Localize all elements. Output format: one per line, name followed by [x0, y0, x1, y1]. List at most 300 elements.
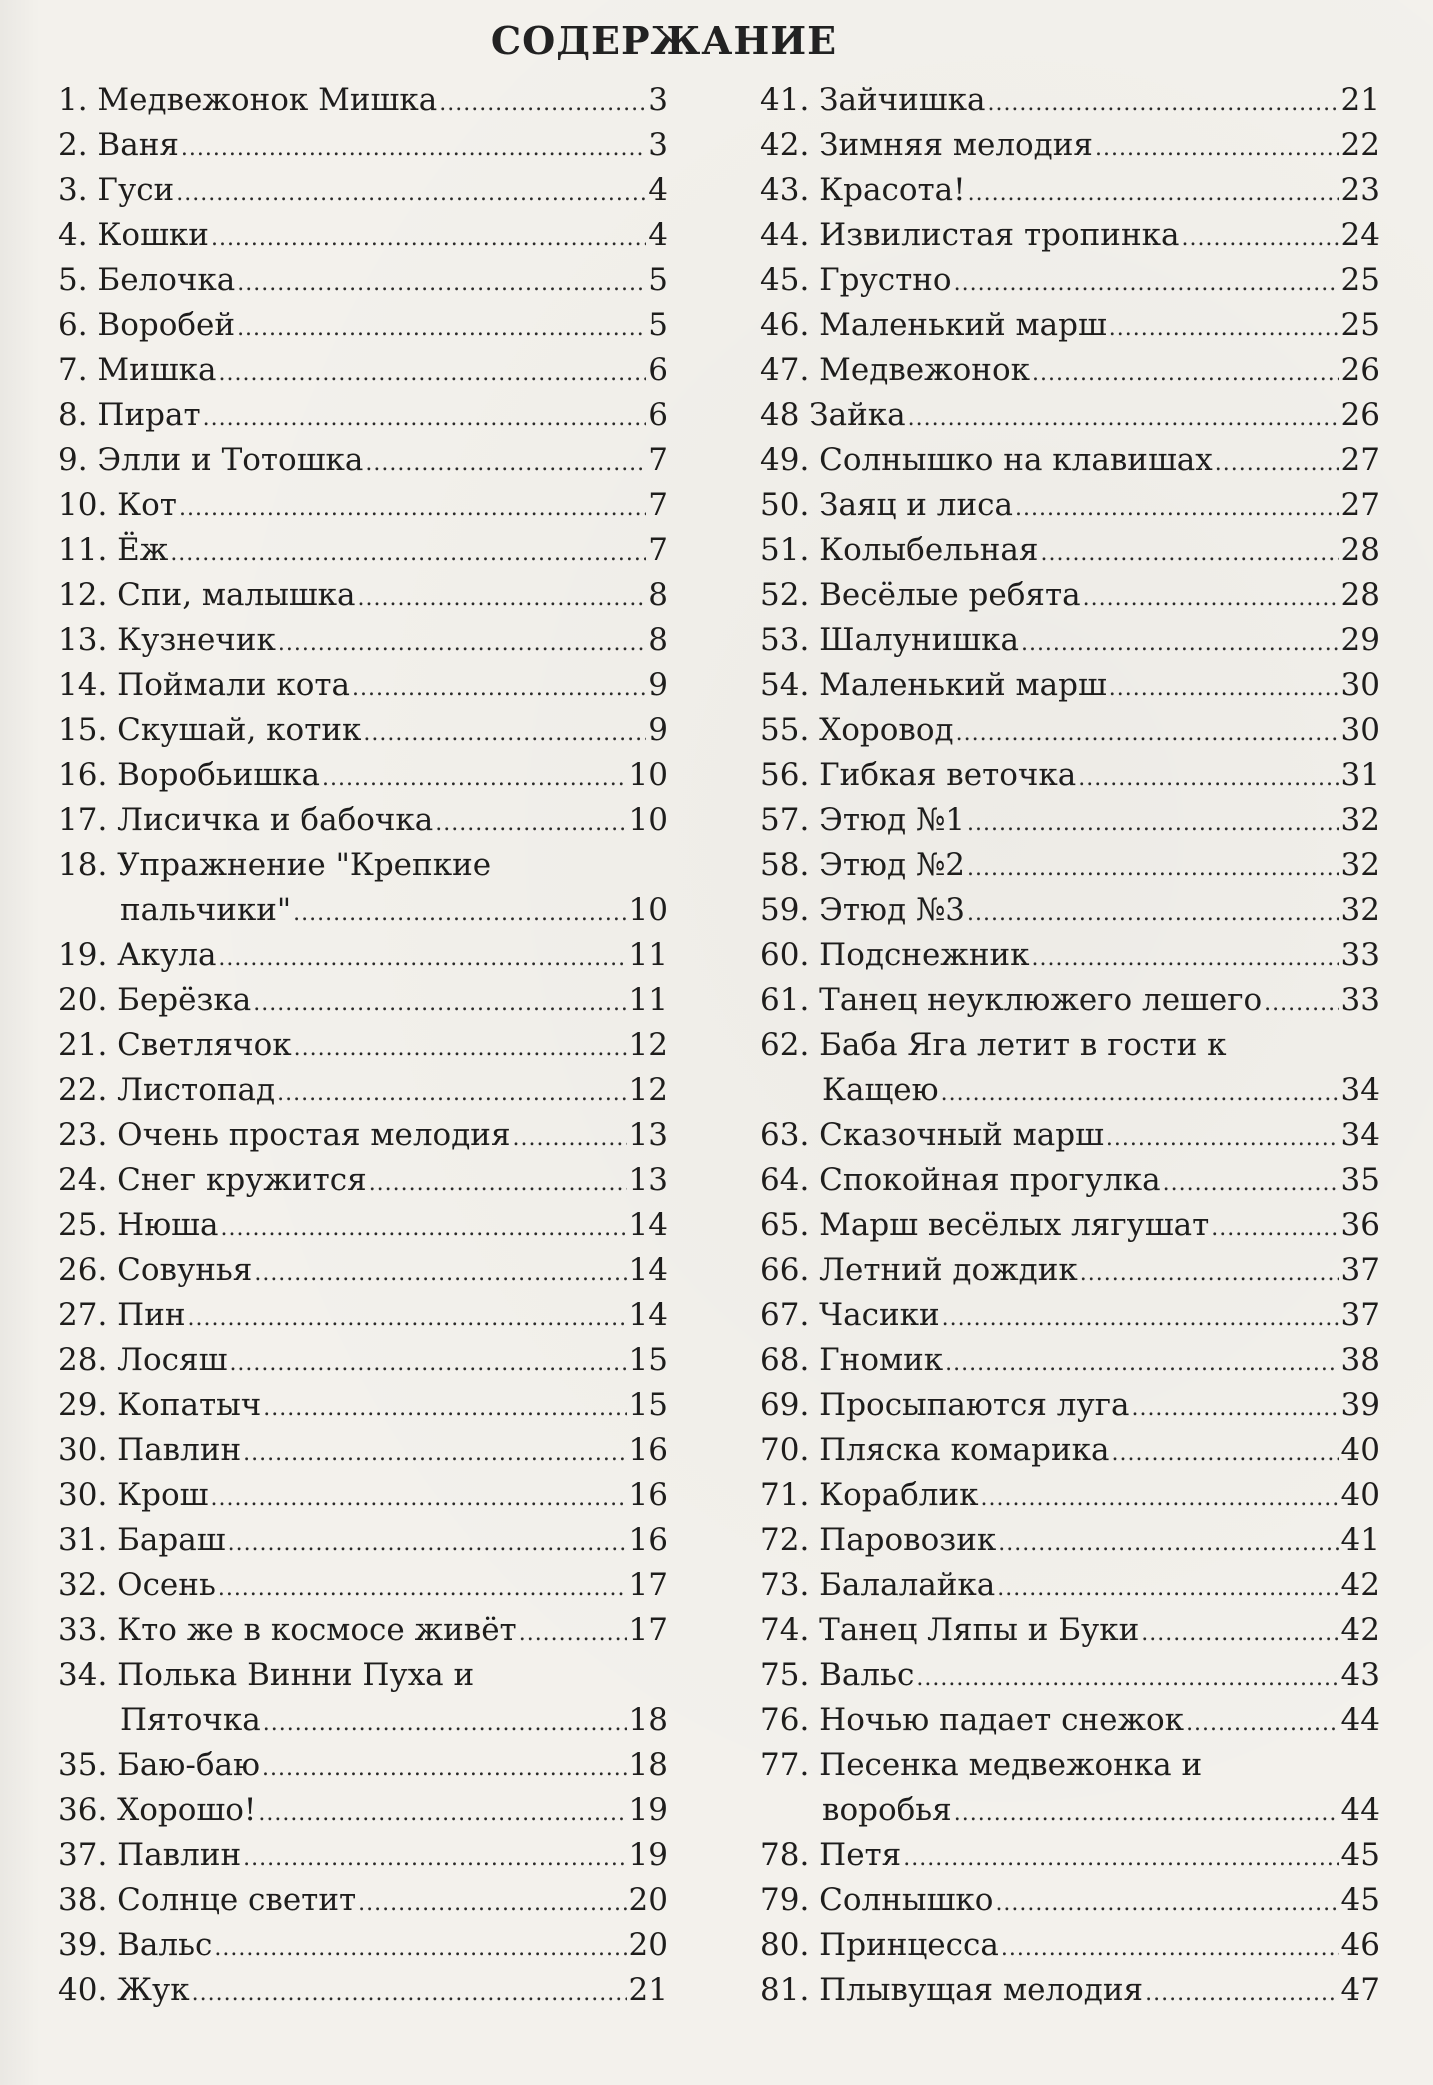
toc-entry-title: 67. Часики — [760, 1297, 940, 1333]
toc-entry-page: 17 — [628, 1612, 668, 1648]
dot-leader — [967, 801, 1339, 846]
toc-entry — [58, 798, 668, 843]
toc-entry-page: 32 — [1340, 892, 1380, 928]
toc-entry — [760, 978, 1380, 1023]
dot-leader — [237, 306, 646, 351]
toc-entry — [760, 663, 1380, 708]
toc-entry-page: 13 — [628, 1117, 668, 1153]
toc-entry-page: 25 — [1340, 307, 1380, 343]
toc-entry-title: 53. Шалунишка — [760, 622, 1019, 658]
toc-entry-page: 18 — [628, 1747, 668, 1783]
toc-entry — [58, 1563, 668, 1608]
toc-entry — [58, 438, 668, 483]
dot-leader — [997, 1566, 1338, 1611]
toc-entry-title: 55. Хоровод — [760, 712, 954, 748]
toc-entry-title: 75. Вальс — [760, 1657, 915, 1693]
toc-entry — [58, 1653, 668, 1743]
dot-leader — [954, 1791, 1339, 1836]
toc-entry-page: 6 — [648, 352, 668, 388]
dot-leader — [277, 1071, 626, 1116]
page-title: СОДЕРЖАНИЕ — [490, 18, 838, 63]
toc-entry — [760, 1743, 1380, 1833]
dot-leader — [1001, 1926, 1339, 1971]
toc-entry — [58, 1518, 668, 1563]
toc-entry — [760, 258, 1380, 303]
toc-entry-title: 70. Пляска комарика — [760, 1432, 1110, 1468]
dot-leader — [219, 351, 647, 396]
dot-leader — [1141, 1611, 1338, 1656]
toc-entry-title: 59. Этюд №3 — [760, 892, 966, 928]
dot-leader — [1131, 1386, 1338, 1431]
toc-entry-page: 10 — [628, 757, 668, 793]
dot-leader — [228, 1521, 627, 1566]
dot-leader — [1145, 1971, 1338, 2016]
toc-entry — [760, 933, 1380, 978]
toc-entry-page: 15 — [628, 1342, 668, 1378]
toc-entry-page: 44 — [1340, 1702, 1380, 1738]
toc-entry — [58, 1473, 668, 1518]
toc-entry-page: 4 — [648, 217, 668, 253]
toc-entry-title: 33. Кто же в космосе живёт — [58, 1612, 517, 1648]
dot-leader — [181, 126, 646, 171]
toc-entry-title: 76. Ночью падает снежок — [760, 1702, 1185, 1738]
dot-leader — [188, 1296, 627, 1341]
toc-entry — [58, 1113, 668, 1158]
dot-leader — [1032, 351, 1339, 396]
toc-entry — [58, 1023, 668, 1068]
toc-entry-title: 13. Кузнечик — [58, 622, 276, 658]
toc-entry-page: 41 — [1340, 1522, 1380, 1558]
dot-leader — [981, 1476, 1339, 1521]
toc-entry-page: 16 — [628, 1522, 668, 1558]
toc-entry-title: 15. Скушай, котик — [58, 712, 362, 748]
toc-entry-page: 16 — [628, 1477, 668, 1513]
dot-leader — [954, 261, 1339, 306]
toc-entry-page: 34 — [1340, 1072, 1380, 1108]
toc-entry — [58, 1788, 668, 1833]
dot-leader — [211, 216, 646, 261]
toc-entry — [760, 1158, 1380, 1203]
toc-entry-title: 38. Солнце светит — [58, 1882, 357, 1918]
dot-leader — [262, 1746, 627, 1791]
toc-entry-page: 17 — [628, 1567, 668, 1603]
toc-entry-page: 12 — [628, 1027, 668, 1063]
toc-entry-title: 16. Воробьишка — [58, 757, 320, 793]
dot-leader — [365, 441, 646, 486]
toc-entry — [760, 1338, 1380, 1383]
toc-entry-page: 3 — [648, 82, 668, 118]
dot-leader — [218, 936, 626, 981]
toc-entry-title: 61. Танец неуклюжего лешего — [760, 982, 1263, 1018]
toc-entry — [760, 1113, 1380, 1158]
toc-entry-title: 63. Сказочный марш — [760, 1117, 1104, 1153]
toc-entry-title: 17. Лисичка и бабочка — [58, 802, 434, 838]
toc-entry-page: 30 — [1340, 667, 1380, 703]
toc-entry-title: 35. Баю-баю — [58, 1747, 261, 1783]
toc-entry-title: 79. Солнышко — [760, 1882, 994, 1918]
dot-leader — [967, 891, 1339, 936]
toc-entry-title: 30. Павлин — [58, 1432, 242, 1468]
toc-entry-title: 21. Светлячок — [58, 1027, 292, 1063]
toc-entry-title: 73. Балалайка — [760, 1567, 996, 1603]
toc-entry-title: 56. Гибкая веточка — [760, 757, 1077, 793]
dot-leader — [243, 1836, 626, 1881]
toc-entry-page: 23 — [1340, 172, 1380, 208]
toc-entry — [760, 483, 1380, 528]
dot-leader — [903, 1836, 1338, 1881]
toc-entry-title: 81. Плывущая мелодия — [760, 1972, 1144, 2008]
toc-entry-title: 23. Очень простая мелодия — [58, 1117, 511, 1153]
toc-entry-title: 12. Спи, малышка — [58, 577, 356, 613]
toc-entry — [58, 393, 668, 438]
toc-entry-continuation — [760, 1068, 1380, 1113]
toc-entry-page: 42 — [1340, 1567, 1380, 1603]
toc-entry-page: 26 — [1340, 397, 1380, 433]
toc-entry — [58, 618, 668, 663]
toc-entry-title: 25. Нюша — [58, 1207, 219, 1243]
toc-entry — [760, 303, 1380, 348]
toc-entry-title: 7. Мишка — [58, 352, 217, 388]
toc-entry-page: 19 — [628, 1837, 668, 1873]
toc-entry — [58, 933, 668, 978]
dot-leader — [170, 531, 646, 576]
dot-leader — [439, 81, 646, 126]
toc-entry-title: 72. Паровозик — [760, 1522, 997, 1558]
toc-entry-title: 36. Хорошо! — [58, 1792, 257, 1828]
toc-entry-page: 43 — [1340, 1657, 1380, 1693]
toc-entry-page: 4 — [648, 172, 668, 208]
toc-entry-page: 3 — [648, 127, 668, 163]
dot-leader — [278, 621, 646, 666]
dot-leader — [945, 1341, 1338, 1386]
toc-entry-page: 9 — [648, 712, 668, 748]
toc-entry-title: 80. Принцесса — [760, 1927, 999, 1963]
toc-entry-title: 44. Извилистая тропинка — [760, 217, 1180, 253]
toc-entry-page: 20 — [628, 1927, 668, 1963]
dot-leader — [967, 846, 1339, 891]
toc-entry — [760, 708, 1380, 753]
toc-entry-title: 11. Ёж — [58, 532, 169, 568]
toc-entry — [760, 213, 1380, 258]
toc-entry-title: 45. Грустно — [760, 262, 952, 298]
dot-leader — [176, 171, 646, 216]
toc-entry-page: 33 — [1340, 937, 1380, 973]
toc-entry-title: 62. Баба Яга летит в гости к — [760, 1027, 1227, 1063]
dot-leader — [220, 1206, 626, 1251]
toc-entry-title: 77. Песенка медвежонка и — [760, 1747, 1203, 1783]
toc-entry-title: 64. Спокойная прогулка — [760, 1162, 1161, 1198]
toc-entry-title: 40. Жук — [58, 1972, 190, 2008]
toc-entry-title: 26. Совунья — [58, 1252, 253, 1288]
toc-entry — [58, 753, 668, 798]
toc-entry-title: 27. Пин — [58, 1297, 186, 1333]
dot-leader — [218, 1566, 627, 1611]
toc-entry-title-continuation: Пяточка — [120, 1702, 261, 1738]
toc-entry-title: 2. Ваня — [58, 127, 179, 163]
toc-entry-page: 44 — [1340, 1792, 1380, 1828]
toc-entry-page: 37 — [1340, 1297, 1380, 1333]
toc-entry-title: 50. Заяц и лиса — [760, 487, 1014, 523]
toc-entry — [58, 348, 668, 393]
toc-entry — [760, 1023, 1380, 1113]
toc-entry-page: 27 — [1340, 442, 1380, 478]
toc-entry-page: 21 — [1340, 82, 1380, 118]
dot-leader — [435, 801, 626, 846]
toc-entry — [58, 708, 668, 753]
dot-leader — [998, 1521, 1338, 1566]
toc-entry — [58, 78, 668, 123]
dot-leader — [1186, 1701, 1338, 1746]
toc-entry-title: 14. Поймали кота — [58, 667, 350, 703]
toc-entry-title: 28. Лосяш — [58, 1342, 228, 1378]
dot-leader — [995, 1881, 1338, 1926]
toc-entry-title: 29. Копатыч — [58, 1387, 262, 1423]
toc-entry-title: 19. Акула — [58, 937, 217, 973]
toc-entry — [760, 1293, 1380, 1338]
toc-entry — [58, 1608, 668, 1653]
dot-leader — [513, 1116, 627, 1161]
toc-entry-title: 9. Элли и Тотошка — [58, 442, 364, 478]
toc-entry-page: 5 — [648, 307, 668, 343]
toc-entry — [760, 1203, 1380, 1248]
toc-entry-title: 39. Вальс — [58, 1927, 213, 1963]
toc-entry-title: 66. Летний дождик — [760, 1252, 1078, 1288]
toc-entry — [58, 1158, 668, 1203]
toc-entry — [760, 78, 1380, 123]
toc-entry-page: 45 — [1340, 1882, 1380, 1918]
toc-entry — [58, 843, 668, 933]
toc-entry-page: 32 — [1340, 847, 1380, 883]
toc-entry-title: 57. Этюд №1 — [760, 802, 966, 838]
dot-leader — [258, 1791, 626, 1836]
toc-entry-page: 9 — [648, 667, 668, 703]
toc-entry — [58, 1833, 668, 1878]
dot-leader — [179, 486, 646, 531]
toc-entry-page: 30 — [1340, 712, 1380, 748]
toc-entry-page: 22 — [1340, 127, 1380, 163]
toc-entry-page: 42 — [1340, 1612, 1380, 1648]
toc-entry-page: 8 — [648, 622, 668, 658]
toc-entry-continuation — [58, 888, 668, 933]
toc-entry — [58, 258, 668, 303]
toc-entry — [760, 843, 1380, 888]
dot-leader — [214, 1926, 626, 1971]
toc-entry-page: 45 — [1340, 1837, 1380, 1873]
dot-leader — [363, 711, 646, 756]
toc-entry-page: 34 — [1340, 1117, 1380, 1153]
toc-entry-title: 30. Крош — [58, 1477, 209, 1513]
toc-entry-page: 19 — [628, 1792, 668, 1828]
dot-leader — [1106, 1116, 1339, 1161]
toc-entry — [760, 1878, 1380, 1923]
toc-entry-title: 49. Солнышко на клавишах — [760, 442, 1213, 478]
toc-left-column — [58, 78, 668, 2013]
toc-entry — [58, 1203, 668, 1248]
toc-entry — [760, 1428, 1380, 1473]
toc-entry-page: 14 — [628, 1297, 668, 1333]
toc-entry — [58, 483, 668, 528]
dot-leader — [237, 261, 646, 306]
toc-entry — [58, 1923, 668, 1968]
dot-leader — [1181, 216, 1338, 261]
toc-entry — [760, 438, 1380, 483]
toc-entry — [760, 1518, 1380, 1563]
toc-entry-page: 24 — [1340, 217, 1380, 253]
toc-entry — [760, 1698, 1380, 1743]
dot-leader — [192, 1971, 627, 2016]
toc-entry — [760, 1248, 1380, 1293]
toc-entry — [58, 528, 668, 573]
dot-leader — [1163, 1161, 1339, 1206]
toc-entry — [760, 798, 1380, 843]
toc-entry — [760, 1968, 1380, 2013]
dot-leader — [263, 1386, 626, 1431]
dot-leader — [1083, 576, 1339, 621]
dot-leader — [1215, 441, 1339, 486]
toc-entry-page: 18 — [628, 1702, 668, 1738]
toc-entry-title: 46. Маленький марш — [760, 307, 1107, 343]
toc-entry-page: 25 — [1340, 262, 1380, 298]
toc-entry-page: 7 — [648, 487, 668, 523]
toc-entry-page: 11 — [628, 982, 668, 1018]
toc-entry-title: 48 Зайка — [760, 397, 906, 433]
toc-entry — [760, 1923, 1380, 1968]
toc-entry-title: 20. Берёзка — [58, 982, 252, 1018]
dot-leader — [987, 81, 1338, 126]
toc-entry-page: 5 — [648, 262, 668, 298]
toc-entry — [760, 1833, 1380, 1878]
dot-leader — [322, 756, 627, 801]
toc-entry-title: 31. Бараш — [58, 1522, 226, 1558]
toc-entry-title: 69. Просыпаются луга — [760, 1387, 1130, 1423]
toc-entry — [58, 1743, 668, 1788]
dot-leader — [294, 1026, 627, 1071]
toc-right-column — [760, 78, 1380, 2013]
dot-leader — [1040, 531, 1338, 576]
dot-leader — [1078, 756, 1338, 801]
toc-entry-page: 36 — [1340, 1207, 1380, 1243]
toc-entry-title: 51. Колыбельная — [760, 532, 1039, 568]
toc-entry-title: 10. Кот — [58, 487, 177, 523]
toc-entry — [760, 168, 1380, 213]
dot-leader — [1015, 486, 1339, 531]
toc-entry — [760, 618, 1380, 663]
dot-leader — [1021, 621, 1339, 666]
toc-entry-title: 1. Медвежонок Мишка — [58, 82, 438, 118]
dot-leader — [293, 891, 626, 936]
toc-entry — [58, 303, 668, 348]
toc-entry-title: 22. Листопад — [58, 1072, 276, 1108]
dot-leader — [942, 1296, 1339, 1341]
dot-leader — [1095, 126, 1339, 171]
toc-entry-page: 37 — [1340, 1252, 1380, 1288]
dot-leader — [916, 1656, 1338, 1701]
toc-entry — [58, 1968, 668, 2013]
dot-leader — [210, 1476, 626, 1521]
toc-entry-page: 7 — [648, 442, 668, 478]
toc-entry-title: 3. Гуси — [58, 172, 175, 208]
dot-leader — [908, 396, 1339, 441]
dot-leader — [358, 576, 647, 621]
dot-leader — [254, 1251, 626, 1296]
toc-entry-page: 47 — [1340, 1972, 1380, 2008]
toc-entry — [760, 123, 1380, 168]
toc-entry-page: 12 — [628, 1072, 668, 1108]
toc-entry — [58, 978, 668, 1023]
toc-entry-page: 28 — [1340, 577, 1380, 613]
toc-entry — [58, 213, 668, 258]
toc-entry-page: 10 — [628, 802, 668, 838]
dot-leader — [1080, 1251, 1339, 1296]
toc-entry-title-continuation: пальчики" — [120, 892, 292, 928]
toc-entry-page: 6 — [648, 397, 668, 433]
toc-entry-title: 32. Осень — [58, 1567, 216, 1603]
toc-entry-continuation — [760, 1788, 1380, 1833]
toc-entry-page: 26 — [1340, 352, 1380, 388]
toc-entry-title: 78. Петя — [760, 1837, 902, 1873]
toc-entry-page: 13 — [628, 1162, 668, 1198]
toc-entry-title: 47. Медвежонок — [760, 352, 1031, 388]
dot-leader — [358, 1881, 626, 1926]
dot-leader — [243, 1431, 626, 1476]
toc-entry-page: 15 — [628, 1387, 668, 1423]
toc-entry-title: 58. Этюд №2 — [760, 847, 966, 883]
toc-entry — [760, 528, 1380, 573]
toc-entry-page: 40 — [1340, 1477, 1380, 1513]
dot-leader — [203, 396, 647, 441]
toc-entry-page: 14 — [628, 1207, 668, 1243]
toc-entry-title: 5. Белочка — [58, 262, 236, 298]
dot-leader — [519, 1611, 627, 1656]
toc-entry-page: 32 — [1340, 802, 1380, 838]
toc-entry-title: 71. Кораблик — [760, 1477, 979, 1513]
dot-leader — [1264, 981, 1338, 1026]
toc-entry — [760, 393, 1380, 438]
toc-entry-title: 24. Снег кружится — [58, 1162, 367, 1198]
toc-entry-page: 7 — [648, 532, 668, 568]
toc-entry — [760, 1608, 1380, 1653]
toc-entry-page: 46 — [1340, 1927, 1380, 1963]
toc-entry-title: 41. Зайчишка — [760, 82, 986, 118]
toc-entry-page: 21 — [628, 1972, 668, 2008]
toc-entry-page: 31 — [1340, 757, 1380, 793]
toc-entry — [58, 1338, 668, 1383]
dot-leader — [1109, 666, 1339, 711]
toc-entry-title: 65. Марш весёлых лягушат — [760, 1207, 1210, 1243]
toc-entry — [760, 1473, 1380, 1518]
toc-entry-page: 40 — [1340, 1432, 1380, 1468]
toc-entry-title: 68. Гномик — [760, 1342, 944, 1378]
dot-leader — [1109, 306, 1339, 351]
toc-entry — [760, 753, 1380, 798]
dot-leader — [253, 981, 626, 1026]
toc-entry-title: 34. Полька Винни Пуха и — [58, 1657, 475, 1693]
dot-leader — [263, 1701, 627, 1746]
toc-entry — [58, 1428, 668, 1473]
toc-entry-title: 54. Маленький марш — [760, 667, 1107, 703]
toc-entry-page: 27 — [1340, 487, 1380, 523]
toc-entry — [760, 348, 1380, 393]
dot-leader — [369, 1161, 627, 1206]
toc-entry — [58, 1248, 668, 1293]
toc-entry — [58, 168, 668, 213]
toc-entry-title: 43. Красота! — [760, 172, 966, 208]
toc-entry-title-continuation: воробья — [822, 1792, 952, 1828]
toc-entry-title: 74. Танец Ляпы и Буки — [760, 1612, 1140, 1648]
toc-entry — [760, 1653, 1380, 1698]
toc-entry — [58, 573, 668, 618]
dot-leader — [229, 1341, 626, 1386]
